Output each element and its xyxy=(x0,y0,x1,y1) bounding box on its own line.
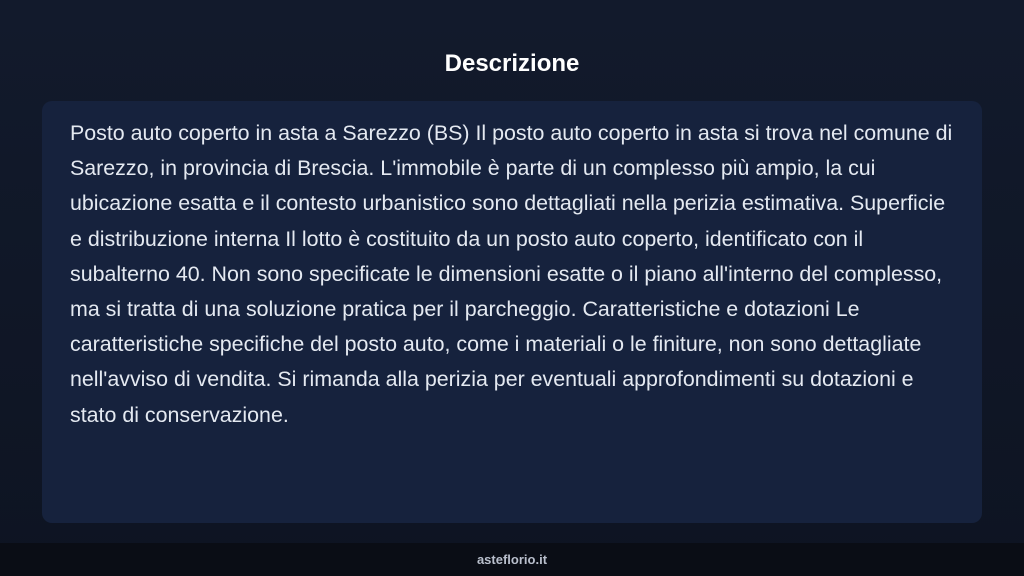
footer-brand: asteflorio.it xyxy=(476,552,548,567)
description-text: Posto auto coperto in asta a Sarezzo (BS) Il posto auto coperto in asta si trova nel comune di Sarezzo, in provincia di Brescia. L'immobile è parte di un complesso più ampio, la cui ubicazione esatta e il contesto urbanistico sono dettagliati nella perizia estimativa. Superficie e distribuzione interna Il lotto è costituito da un posto auto coperto, identificato con il subalterno 40. Non sono specificate le dimensioni esatte o il piano all'interno del complesso, ma si tratta di una soluzione pratica per il parcheggio. Caratteristiche e dotazioni Le caratteristiche specifiche del posto auto, come i materiali o le finiture, non sono dettagliate nell'avviso di vendita. Si rimanda alla perizia per eventuali approfondimenti su dotazioni e stato di conservazione. xyxy=(70,121,953,427)
description-card xyxy=(42,101,982,523)
page-title: Descrizione xyxy=(444,50,580,77)
footer-bar xyxy=(0,543,1024,576)
